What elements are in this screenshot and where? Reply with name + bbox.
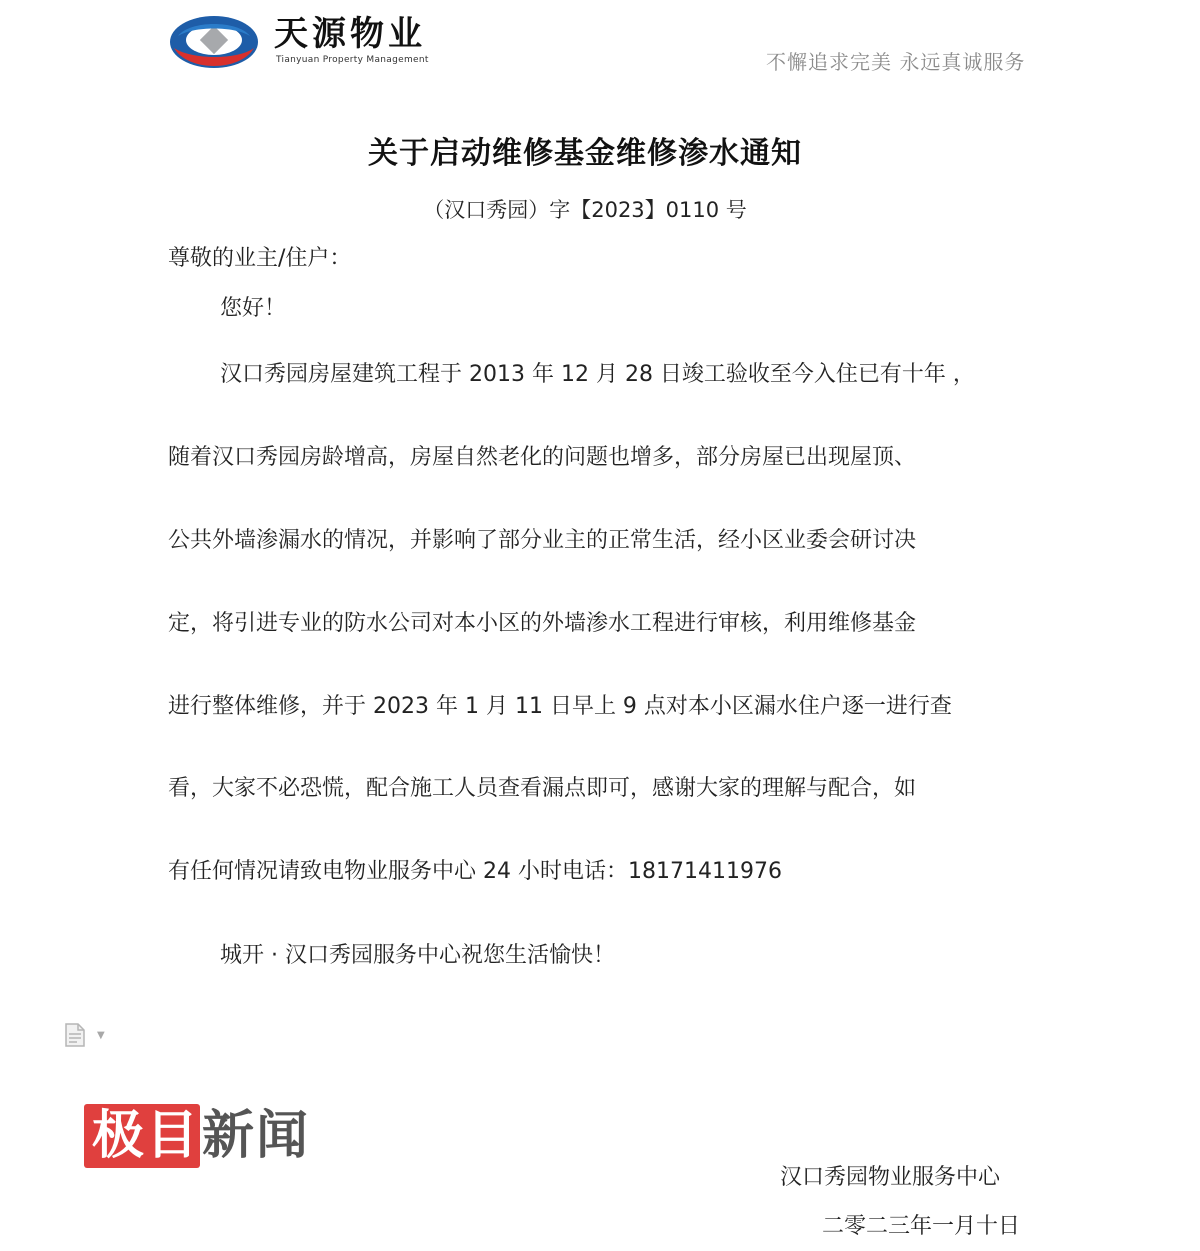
salutation: 尊敬的业主/住户： [168,246,352,271]
notice-title: 关于启动维修基金维修渗水通知 [368,136,802,171]
body-line: 进行整体维修，并于 2023 年 1 月 11 日早上 9 点对本小区漏水住户逐一进行查 [168,694,952,719]
greeting: 您好！ [220,296,287,321]
document-icon[interactable] [62,1022,92,1048]
body-line: 有任何情况请致电物业服务中心 24 小时电话：18171411976 [168,859,782,884]
document-number: （汉口秀园）字【2023】0110 号 [423,198,747,222]
company-slogan: 不懈追求完美 永远真诚服务 [766,50,1026,74]
company-name-english: Tianyuan Property Management [276,55,429,65]
watermark-text-gray: 新闻 [202,1105,311,1166]
body-line: 看，大家不必恐慌，配合施工人员查看漏点即可，感谢大家的理解与配合，如 [168,776,917,801]
body-line: 公共外墙渗漏水的情况，并影响了部分业主的正常生活，经小区业委会研讨决 [168,528,917,553]
body-line: 随着汉口秀园房龄增高，房屋自然老化的问题也增多，部分房屋已出现屋顶、 [168,445,917,470]
body-line: 定，将引进专业的防水公司对本小区的外墙渗水工程进行审核，利用维修基金 [168,611,917,636]
company-name: 天源物业 [274,14,426,54]
closing-wish: 城开 · 汉口秀园服务中心祝您生活愉快！ [220,943,615,968]
signature-organization: 汉口秀园物业服务中心 [780,1165,1001,1190]
watermark-text-red: 极目 [92,1105,201,1166]
body-line: 汉口秀园房屋建筑工程于 2013 年 12 月 28 日竣工验收至今入住已有十年 ， [220,362,975,387]
chevron-down-icon[interactable]: ▼ [97,1030,105,1041]
company-logo-icon [168,14,260,70]
signature-date: 二零二三年一月十日 [822,1214,1021,1239]
